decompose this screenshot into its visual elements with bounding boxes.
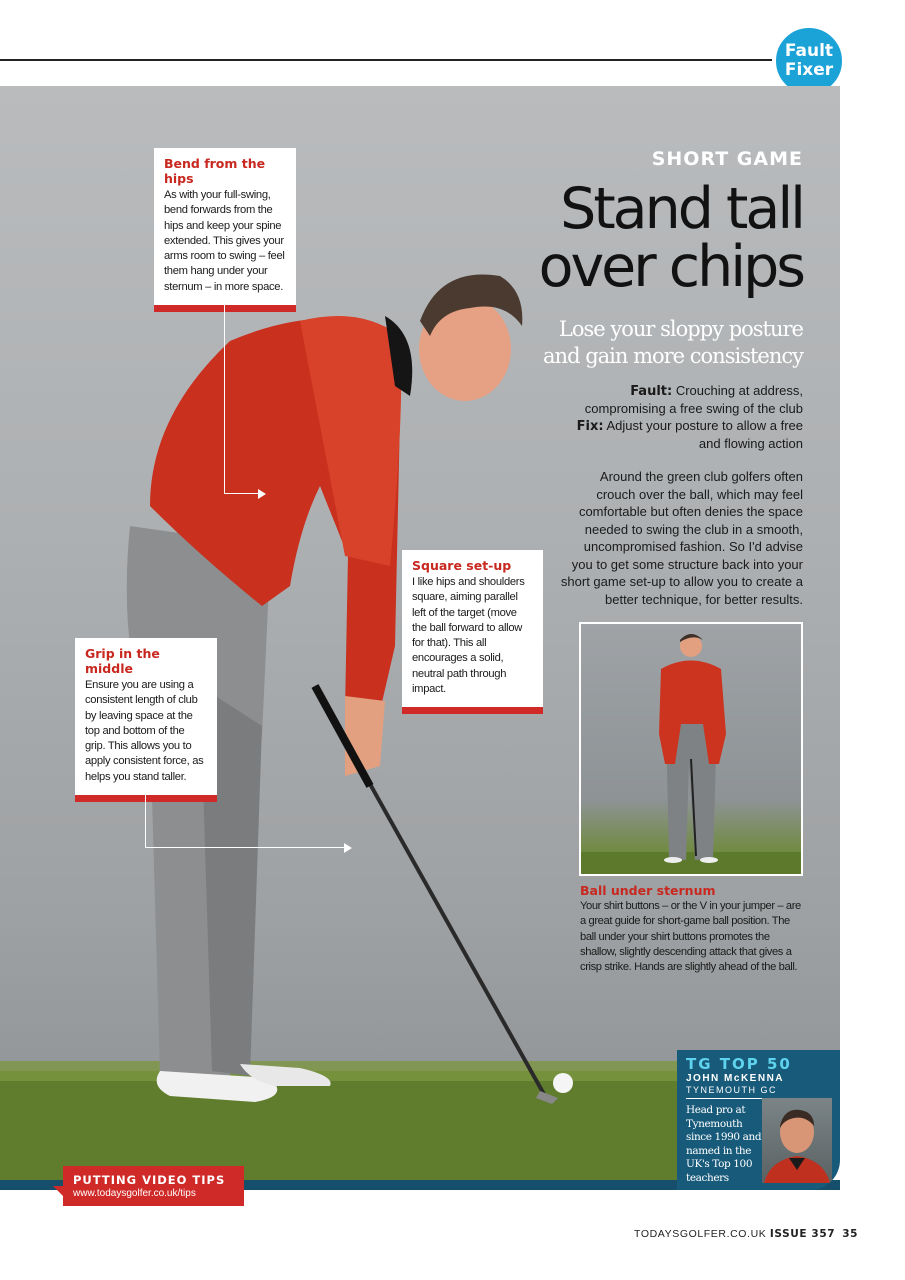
leader-line	[145, 784, 146, 848]
subtitle-line2: and gain more consistency	[543, 344, 803, 368]
ball-under-body: Your shirt buttons – or the V in your jumper – are a great guide for short-game ball position. The ball under your shirt buttons promotes the shallow, slightly descending attack that gives a crisp strike. Hands are slightly ahead of the ball.	[580, 900, 801, 974]
fix-text: Adjust your posture to allow a free and flowing action	[603, 418, 803, 451]
callout-body: As with your full-swing, bend forwards from the hips and keep your spine extended. This gives your arms room to swing – feel them hang under your sternum – in more space.	[164, 189, 285, 293]
page-subtitle	[500, 316, 803, 370]
inset-photo	[579, 622, 803, 876]
folio-site: TODAYSGOLFER.CO.UK	[634, 1228, 767, 1240]
callout-title: Bend from the hips	[164, 156, 266, 186]
callout-bend-hips	[154, 148, 296, 312]
top-rule	[0, 59, 780, 61]
section-label: SHORT GAME	[651, 148, 803, 170]
folio-page: 35	[842, 1228, 858, 1240]
leader-arrow-icon	[258, 489, 266, 499]
fix-label: Fix:	[576, 419, 604, 434]
callout-title: Square set-up	[412, 558, 512, 573]
ball-under-title: Ball under sternum	[580, 883, 716, 898]
page-title	[500, 176, 803, 300]
leader-arrow-icon	[344, 843, 352, 853]
top50-club: TYNEMOUTH GC	[686, 1085, 777, 1095]
subtitle-line1: Lose your sloppy posture	[558, 317, 803, 341]
callout-body: Ensure you are using a consistent length of club by leaving space at the top and bottom of the grip. This allows you to apply consistent force, as helps you stand taller.	[85, 679, 204, 783]
callout-grip-middle	[75, 638, 217, 802]
putting-video-tips-tab[interactable]	[63, 1166, 244, 1206]
callout-body: I like hips and shoulders square, aiming parallel left of the target (move the ball forward to allow for that). This all encourages a solid, neutral path through impact.	[412, 576, 525, 696]
fault-label: Fault:	[630, 384, 673, 399]
top50-heading: TG TOP 50	[686, 1055, 792, 1073]
coach-portrait	[762, 1098, 832, 1183]
title-line2: over chips	[538, 234, 803, 300]
leader-line	[224, 293, 225, 494]
leader-line	[224, 493, 260, 494]
putting-title: PUTTING VIDEO TIPS	[73, 1173, 226, 1187]
folio-issue: ISSUE 357	[769, 1228, 836, 1240]
intro-paragraph: Around the green club golfers often crouch over the ball, which may feel comfortable but often denies the space needed to swing the club in a smooth, uncompromised fashion. So I'd advise you to get some structure back into your short game set-up to allow you to create a better technique, for better results.	[560, 469, 803, 607]
folio	[600, 1228, 858, 1240]
leader-line	[145, 847, 345, 848]
fault-text: Crouching at address, compromising a free swing of the club	[584, 383, 803, 416]
badge-line1: Fault	[784, 41, 834, 61]
badge-line2: Fixer	[784, 60, 834, 80]
title-line1: Stand tall	[560, 176, 803, 242]
top50-name: JOHN McKENNA	[686, 1073, 785, 1084]
top50-bio: Head pro at Tynemouth since 1990 and named in the UK's Top 100 teachers	[686, 1104, 762, 1184]
callout-title: Grip in the middle	[85, 646, 160, 676]
tab-corner	[53, 1186, 63, 1196]
callout-square-setup	[402, 550, 543, 714]
fault-fix-block	[560, 382, 803, 452]
putting-url-link[interactable]: www.todaysgolfer.co.uk/tips	[73, 1188, 196, 1199]
tg-top50-panel	[677, 1050, 840, 1190]
